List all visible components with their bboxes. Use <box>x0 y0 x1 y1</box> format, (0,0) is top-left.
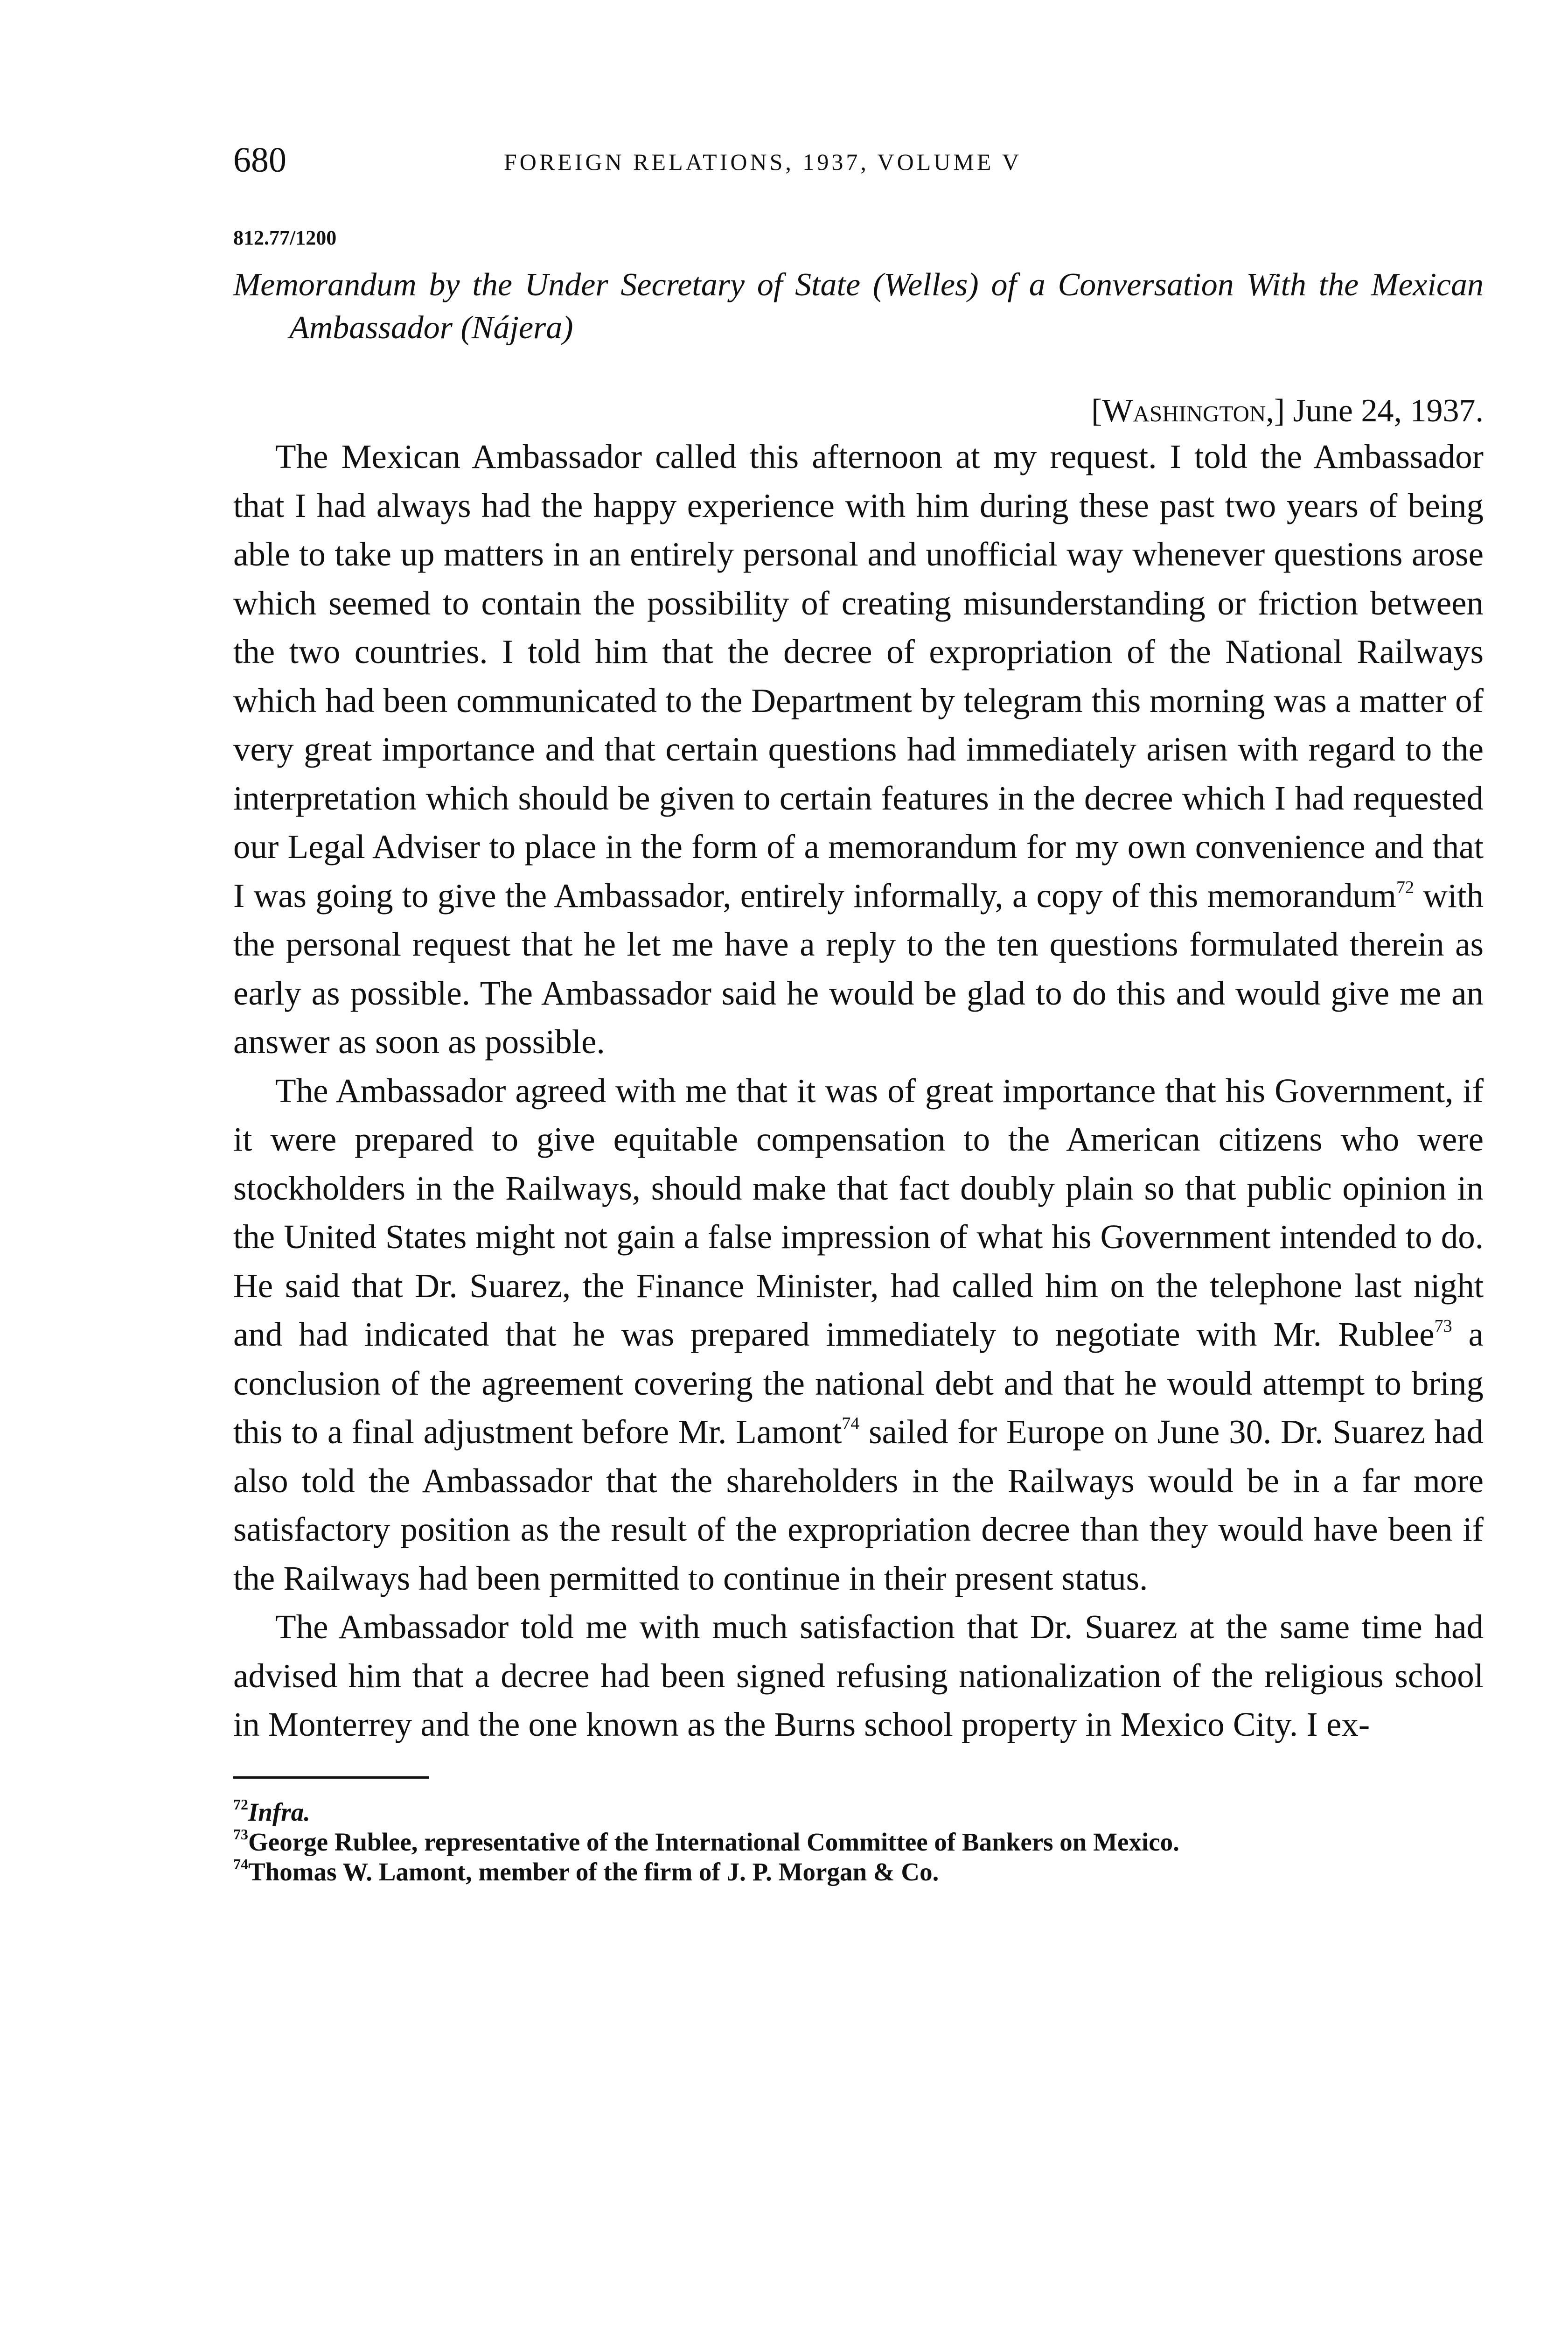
paragraph-1-text-a: The Mexican Ambassador called this afternoon at my request. I told the Ambassador that I had always had the happy experience with him during these past two years of being able to take up matters in an entirely personal and unofficial way whenever questions arose which seemed to contain the possibility of creating misunderstanding or friction between the two countries. I told him that the decree of expropriation of the National Railways which had been communicated to the Department by telegram this morning was a matter of very great importance and that certain questions had immediately arisen with regard to the interpretation which should be given to certain features in the decree which I had requested our Legal Adviser to place in the form of a memorandum for my own convenience and that I was going to give the Ambassador, entirely informally, a copy of this memorandum <box>233 438 1484 915</box>
footnote-ref-73: 73 <box>1434 1316 1452 1336</box>
document-title: Memorandum by the Under Secretary of State (Welles) of a Conversation With the Mexican Ambassador (Nájera) <box>233 267 1484 346</box>
dateline-place: [Washington,] <box>1091 393 1285 429</box>
footnote-number: 74 <box>233 1855 248 1872</box>
running-head <box>233 140 1484 196</box>
dateline-date: June 24, 1937. <box>1285 393 1484 429</box>
page-number: 680 <box>233 140 286 180</box>
footnote-74 <box>233 1857 1484 1887</box>
footnote-72 <box>233 1797 1484 1827</box>
paragraph-3-text: The Ambassador told me with much satisfaction that Dr. Suarez at the same time had advised him that a decree had been signed refusing nationalization of the religious school in Monterrey and the one known as the Burns school property in Mexico City. I ex- <box>233 1608 1484 1743</box>
paragraph-2-text-b: a conclusion of the agreement covering the national debt and that he would attempt to bring this to a final adjustment before Mr. Lamont <box>233 1315 1484 1451</box>
footnote-text: Infra. <box>248 1797 310 1826</box>
footnotes <box>233 1797 1484 1887</box>
paragraph-2-text-c: sailed for Europe on June 30. Dr. Suarez had also told the Ambassador that the shareholders in the Railways would be in a far more satisfactory position as the result of the expropriation decree than they would have been if the Railways had been permitted to continue in their present status. <box>233 1413 1484 1597</box>
paragraph-2 <box>233 1067 1484 1603</box>
paragraph-2-text-a: The Ambassador agreed with me that it was of great importance that his Government, if it were prepared to give equitable compensation to the American citizens who were stockholders in the Railways, should make that fact doubly plain so that public opinion in the United States might not gain a false impression of what his Government intended to do. He said that Dr. Suarez, the Finance Minister, had called him on the telephone last night and had indicated that he was prepared immediately to negotiate with Mr. Rublee <box>233 1071 1484 1353</box>
paragraph-1 <box>233 433 1484 1067</box>
dateline <box>233 390 1484 433</box>
footnote-number: 72 <box>233 1795 248 1813</box>
footnote-ref-72: 72 <box>1396 877 1414 897</box>
paragraph-1-text-b: with the personal request that he let me have a reply to the ten questions formulated therein as early as possible. The Ambassador said he would be glad to do this and would give me an answer as soon as possible. <box>233 876 1484 1061</box>
footnote-73 <box>233 1827 1484 1857</box>
footnote-text: Thomas W. Lamont, member of the firm of J. P. Morgan & Co. <box>248 1857 939 1886</box>
footnote-ref-74: 74 <box>842 1414 860 1433</box>
paragraph-3 <box>233 1603 1484 1749</box>
document-page <box>233 140 1484 1887</box>
running-head-title: FOREIGN RELATIONS, 1937, VOLUME V <box>504 149 1022 175</box>
footnote-number: 73 <box>233 1825 248 1843</box>
footnote-divider <box>233 1776 429 1779</box>
file-number: 812.77/1200 <box>233 226 337 249</box>
footnote-text: George Rublee, representative of the International Committee of Bankers on Mexico. <box>248 1827 1179 1856</box>
